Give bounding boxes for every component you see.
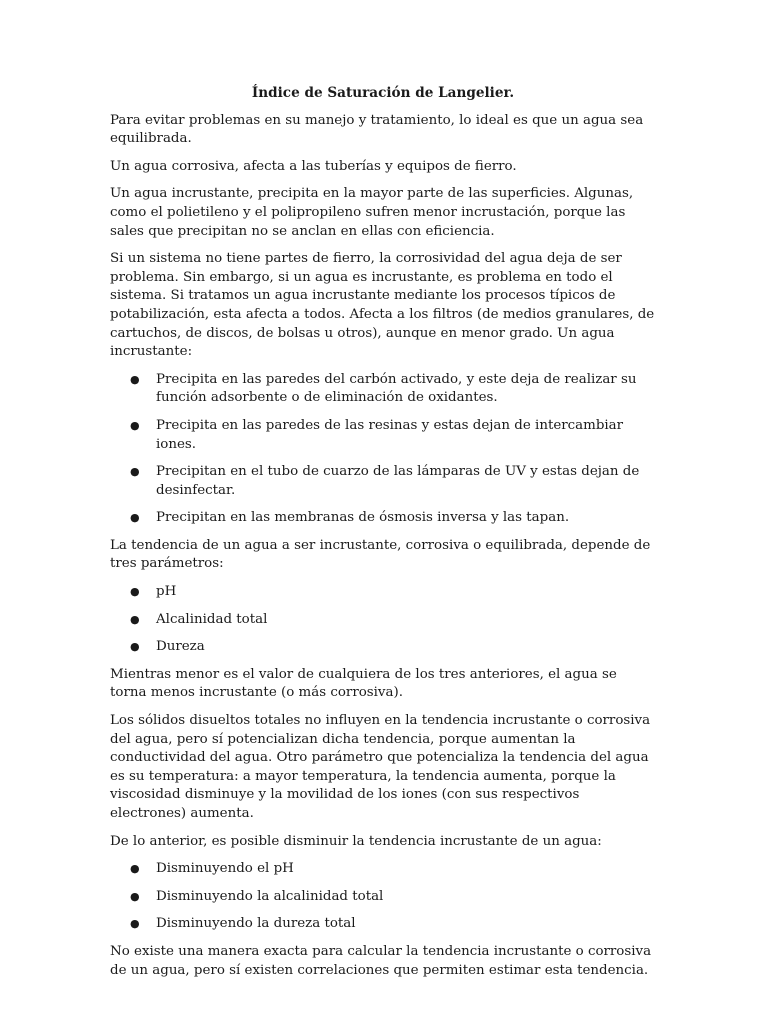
- list-item: [110, 888, 656, 907]
- list-item-text: pH: [156, 584, 177, 600]
- bullet-icon: ●: [130, 511, 140, 525]
- paragraph-corrosive: Un agua corrosiva, afecta a las tuberías y equipos de fierro.: [110, 158, 517, 174]
- list-item: [110, 611, 656, 630]
- bullet-icon: ●: [130, 372, 140, 386]
- list-item: [110, 638, 656, 657]
- reduction-list: [110, 860, 656, 934]
- list-item: [110, 509, 656, 528]
- incrustant-effects-list: [110, 371, 656, 528]
- paragraph-solids: Los sólidos disueltos totales no influyen en la tendencia incrustante o corrosiva del agua, pero sí potencializan dicha tendencia, porque aumentan la conductividad del agua. Otro parámetro que potencializa la tendencia del agua es su temperatura: a mayor temperatura, la tendencia aumenta, porque la viscosidad disminuye y la movilidad de los iones (con sus respectivos electrones) aumenta.: [110, 713, 651, 821]
- bullet-icon: ●: [130, 612, 140, 626]
- list-item-text: Precipita en las paredes de las resinas y estas dejan de intercambiar iones.: [156, 417, 624, 452]
- bullet-icon: ●: [130, 889, 140, 903]
- list-item-text: Disminuyendo la alcalinidad total: [156, 888, 384, 904]
- paragraph-incrustant: Un agua incrustante, precipita en la mayor parte de las superficies. Algunas, como el polietileno y el polipropileno sufren menor incrustación, porque las sales que precipitan no se anclan en ellas con eficiencia.: [110, 186, 634, 239]
- parameters-list: [110, 583, 656, 657]
- page-title: Índice de Saturación de Langelier.: [251, 85, 515, 101]
- bullet-icon: ●: [130, 465, 140, 479]
- list-item: [110, 915, 656, 934]
- bullet-icon: ●: [130, 862, 140, 876]
- list-item-text: Alcalinidad total: [156, 611, 268, 627]
- paragraph-conclusion: No existe una manera exacta para calcular la tendencia incrustante o corrosiva de un agua, pero sí existen correlaciones que permiten estimar esta tendencia.: [110, 943, 652, 978]
- list-item-text: Disminuyendo el pH: [156, 861, 294, 877]
- list-item: [110, 463, 656, 500]
- paragraph-intro: Para evitar problemas en su manejo y tratamiento, lo ideal es que un agua sea equilibrada.: [110, 112, 644, 147]
- list-item: [110, 583, 656, 602]
- list-item-text: Precipitan en las membranas de ósmosis inversa y las tapan.: [156, 510, 570, 526]
- paragraph-tendency: La tendencia de un agua a ser incrustante, corrosiva o equilibrada, depende de tres parámetros:: [110, 537, 651, 572]
- paragraph-system: Si un sistema no tiene partes de fierro, la corrosividad del agua deja de ser problema. Sin embargo, si un agua es incrustante, es problema en todo el sistema. Si tratamos un agua incrustante mediante los procesos típicos de potabilización, esta afecta a todos. Afecta a los filtros (de medios granulares, de cartuchos, de discos, de bolsas u otros), aunque en menor grado. Un agua incrustante:: [110, 251, 655, 360]
- bullet-icon: ●: [130, 640, 140, 654]
- list-item-text: Precipitan en el tubo de cuarzo de las lámparas de UV y estas dejan de desinfectar.: [156, 464, 640, 498]
- list-item: [110, 371, 656, 408]
- list-item-text: Disminuyendo la dureza total: [156, 916, 356, 932]
- bullet-icon: ●: [130, 418, 140, 432]
- list-item: [110, 860, 656, 879]
- list-item-text: Dureza: [156, 639, 205, 655]
- bullet-icon: ●: [130, 917, 140, 931]
- bullet-icon: ●: [130, 585, 140, 599]
- paragraph-lower-values: Mientras menor es el valor de cualquiera de los tres anteriores, el agua se torna menos incrustante (o más corrosiva).: [110, 666, 617, 701]
- paragraph-reduce: De lo anterior, es posible disminuir la tendencia incrustante de un agua:: [110, 833, 602, 849]
- list-item-text: Precipita en las paredes del carbón activado, y este deja de realizar su función adsorbente o de eliminación de oxidantes.: [156, 371, 637, 406]
- list-item: [110, 417, 656, 454]
